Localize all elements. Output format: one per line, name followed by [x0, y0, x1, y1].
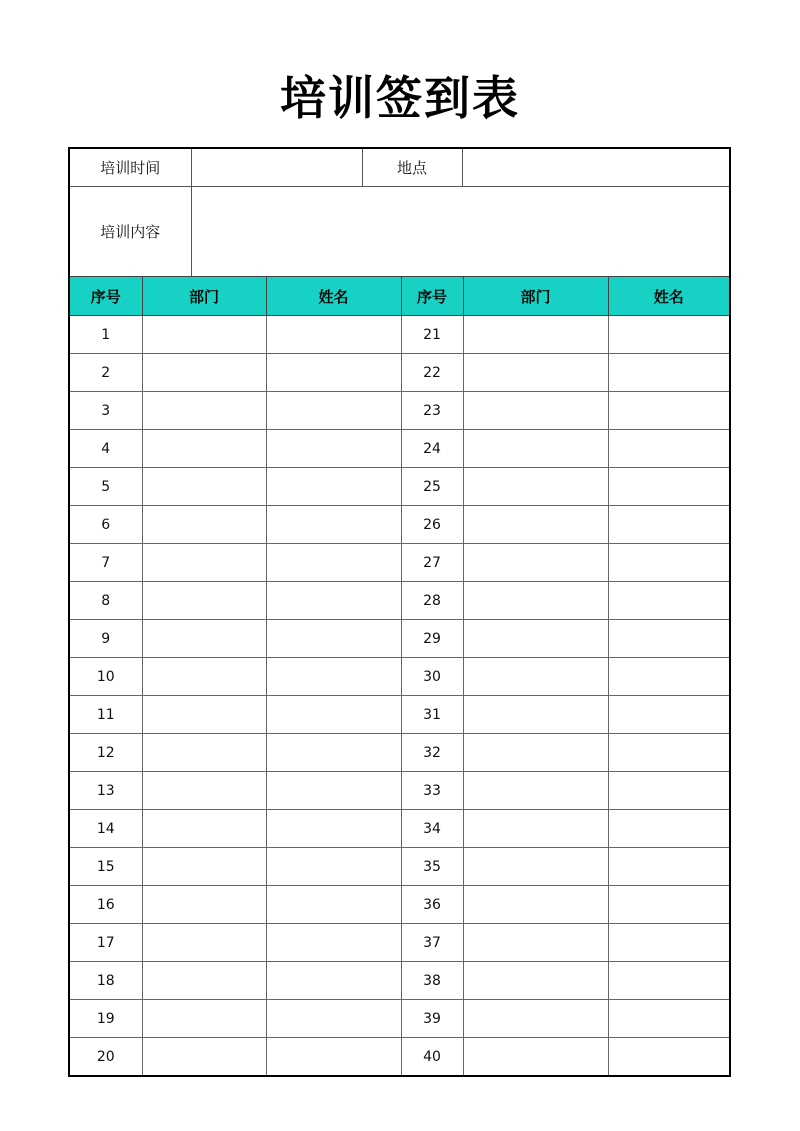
name-right-cell[interactable] — [608, 582, 729, 620]
department-left-cell[interactable] — [142, 696, 266, 734]
name-left-cell[interactable] — [266, 962, 401, 1000]
name-right-cell[interactable] — [608, 468, 729, 506]
department-left-cell[interactable] — [142, 430, 266, 468]
name-right-cell[interactable] — [608, 1038, 729, 1076]
table-row — [70, 886, 729, 924]
table-row — [70, 1000, 729, 1038]
page-title: 培训签到表 — [280, 71, 520, 125]
name-left-cell[interactable] — [266, 544, 401, 582]
name-left-cell[interactable] — [266, 734, 401, 772]
serial-left-cell: 5 — [70, 468, 142, 506]
name-right-cell[interactable] — [608, 1000, 729, 1038]
department-right-cell[interactable] — [463, 544, 608, 582]
department-left-cell[interactable] — [142, 354, 266, 392]
name-right-cell[interactable] — [608, 316, 729, 354]
table-row — [70, 848, 729, 886]
department-right-cell[interactable] — [463, 506, 608, 544]
serial-right-cell: 32 — [401, 734, 463, 772]
location-label: 地点 — [362, 149, 462, 186]
name-right-cell[interactable] — [608, 392, 729, 430]
serial-right-cell: 36 — [401, 886, 463, 924]
name-left-cell[interactable] — [266, 1038, 401, 1076]
serial-left-cell: 8 — [70, 582, 142, 620]
department-right-cell[interactable] — [463, 924, 608, 962]
table-row — [70, 924, 729, 962]
serial-right-cell: 30 — [401, 658, 463, 696]
department-left-cell[interactable] — [142, 886, 266, 924]
column-header-serial-right: 序号 — [401, 277, 463, 316]
table-row — [70, 810, 729, 848]
department-left-cell[interactable] — [142, 1000, 266, 1038]
serial-right-cell: 40 — [401, 1038, 463, 1076]
department-right-cell[interactable] — [463, 772, 608, 810]
serial-right-cell: 24 — [401, 430, 463, 468]
table-row — [70, 582, 729, 620]
serial-left-cell: 4 — [70, 430, 142, 468]
name-left-cell[interactable] — [266, 924, 401, 962]
department-right-cell[interactable] — [463, 1000, 608, 1038]
table-row — [70, 506, 729, 544]
table-row — [70, 354, 729, 392]
column-header-name-right: 姓名 — [608, 277, 729, 316]
serial-left-cell: 9 — [70, 620, 142, 658]
serial-right-cell: 27 — [401, 544, 463, 582]
name-right-cell[interactable] — [608, 658, 729, 696]
table-row — [70, 430, 729, 468]
location-field[interactable] — [462, 149, 729, 186]
serial-left-cell: 19 — [70, 1000, 142, 1038]
department-left-cell[interactable] — [142, 392, 266, 430]
department-right-cell[interactable] — [463, 392, 608, 430]
name-right-cell[interactable] — [608, 886, 729, 924]
serial-right-cell: 34 — [401, 810, 463, 848]
attendance-header-row — [70, 277, 729, 316]
name-right-cell[interactable] — [608, 544, 729, 582]
name-left-cell[interactable] — [266, 316, 401, 354]
serial-right-cell: 29 — [401, 620, 463, 658]
department-left-cell[interactable] — [142, 1038, 266, 1076]
name-right-cell[interactable] — [608, 924, 729, 962]
department-left-cell[interactable] — [142, 506, 266, 544]
department-left-cell[interactable] — [142, 658, 266, 696]
name-left-cell[interactable] — [266, 392, 401, 430]
serial-right-cell: 33 — [401, 772, 463, 810]
name-left-cell[interactable] — [266, 506, 401, 544]
department-right-cell[interactable] — [463, 582, 608, 620]
column-header-department-left: 部门 — [142, 277, 266, 316]
department-left-cell[interactable] — [142, 316, 266, 354]
department-right-cell[interactable] — [463, 354, 608, 392]
sign-in-sheet — [68, 147, 731, 1077]
department-right-cell[interactable] — [463, 848, 608, 886]
column-header-serial-left: 序号 — [70, 277, 142, 316]
name-left-cell[interactable] — [266, 810, 401, 848]
table-row — [70, 734, 729, 772]
table-row — [70, 696, 729, 734]
department-right-cell[interactable] — [463, 810, 608, 848]
table-row — [70, 544, 729, 582]
department-left-cell[interactable] — [142, 924, 266, 962]
department-left-cell[interactable] — [142, 848, 266, 886]
name-left-cell[interactable] — [266, 468, 401, 506]
department-right-cell[interactable] — [463, 658, 608, 696]
name-right-cell[interactable] — [608, 772, 729, 810]
serial-right-cell: 22 — [401, 354, 463, 392]
department-right-cell[interactable] — [463, 430, 608, 468]
column-header-name-left: 姓名 — [266, 277, 401, 316]
table-row — [70, 962, 729, 1000]
department-left-cell[interactable] — [142, 468, 266, 506]
serial-left-cell: 17 — [70, 924, 142, 962]
column-header-department-right: 部门 — [463, 277, 608, 316]
serial-right-cell: 26 — [401, 506, 463, 544]
name-left-cell[interactable] — [266, 582, 401, 620]
name-left-cell[interactable] — [266, 430, 401, 468]
department-left-cell[interactable] — [142, 582, 266, 620]
training-content-field[interactable] — [191, 186, 729, 276]
table-row — [70, 620, 729, 658]
name-right-cell[interactable] — [608, 620, 729, 658]
department-right-cell[interactable] — [463, 696, 608, 734]
name-right-cell[interactable] — [608, 848, 729, 886]
serial-left-cell: 3 — [70, 392, 142, 430]
name-left-cell[interactable] — [266, 620, 401, 658]
serial-left-cell: 2 — [70, 354, 142, 392]
department-right-cell[interactable] — [463, 734, 608, 772]
department-left-cell[interactable] — [142, 734, 266, 772]
table-row — [70, 392, 729, 430]
department-left-cell[interactable] — [142, 810, 266, 848]
name-right-cell[interactable] — [608, 354, 729, 392]
name-right-cell[interactable] — [608, 810, 729, 848]
training-time-label: 培训时间 — [70, 149, 191, 186]
name-left-cell[interactable] — [266, 886, 401, 924]
serial-right-cell: 28 — [401, 582, 463, 620]
name-right-cell[interactable] — [608, 696, 729, 734]
serial-left-cell: 12 — [70, 734, 142, 772]
name-right-cell[interactable] — [608, 430, 729, 468]
attendance-rows — [70, 316, 729, 1076]
serial-left-cell: 13 — [70, 772, 142, 810]
name-right-cell[interactable] — [608, 962, 729, 1000]
table-row — [70, 658, 729, 696]
name-left-cell[interactable] — [266, 1000, 401, 1038]
department-right-cell[interactable] — [463, 468, 608, 506]
department-right-cell[interactable] — [463, 1038, 608, 1076]
serial-left-cell: 18 — [70, 962, 142, 1000]
department-left-cell[interactable] — [142, 772, 266, 810]
serial-left-cell: 20 — [70, 1038, 142, 1076]
training-info-table — [70, 149, 729, 277]
table-row — [70, 316, 729, 354]
name-right-cell[interactable] — [608, 506, 729, 544]
department-right-cell[interactable] — [463, 962, 608, 1000]
attendance-table — [70, 276, 729, 1075]
department-left-cell[interactable] — [142, 620, 266, 658]
table-row — [70, 772, 729, 810]
serial-left-cell: 6 — [70, 506, 142, 544]
serial-left-cell: 11 — [70, 696, 142, 734]
serial-right-cell: 37 — [401, 924, 463, 962]
name-left-cell[interactable] — [266, 772, 401, 810]
serial-left-cell: 1 — [70, 316, 142, 354]
department-left-cell[interactable] — [142, 962, 266, 1000]
serial-right-cell: 39 — [401, 1000, 463, 1038]
name-left-cell[interactable] — [266, 848, 401, 886]
department-right-cell[interactable] — [463, 316, 608, 354]
training-time-field[interactable] — [191, 149, 362, 186]
serial-right-cell: 21 — [401, 316, 463, 354]
name-left-cell[interactable] — [266, 354, 401, 392]
serial-left-cell: 16 — [70, 886, 142, 924]
serial-right-cell: 23 — [401, 392, 463, 430]
serial-right-cell: 35 — [401, 848, 463, 886]
serial-left-cell: 7 — [70, 544, 142, 582]
serial-right-cell: 31 — [401, 696, 463, 734]
name-left-cell[interactable] — [266, 658, 401, 696]
serial-left-cell: 15 — [70, 848, 142, 886]
serial-left-cell: 10 — [70, 658, 142, 696]
department-right-cell[interactable] — [463, 886, 608, 924]
serial-right-cell: 25 — [401, 468, 463, 506]
serial-right-cell: 38 — [401, 962, 463, 1000]
table-row — [70, 468, 729, 506]
table-row — [70, 1038, 729, 1076]
department-left-cell[interactable] — [142, 544, 266, 582]
department-right-cell[interactable] — [463, 620, 608, 658]
serial-left-cell: 14 — [70, 810, 142, 848]
name-left-cell[interactable] — [266, 696, 401, 734]
name-right-cell[interactable] — [608, 734, 729, 772]
training-content-label: 培训内容 — [70, 186, 191, 276]
